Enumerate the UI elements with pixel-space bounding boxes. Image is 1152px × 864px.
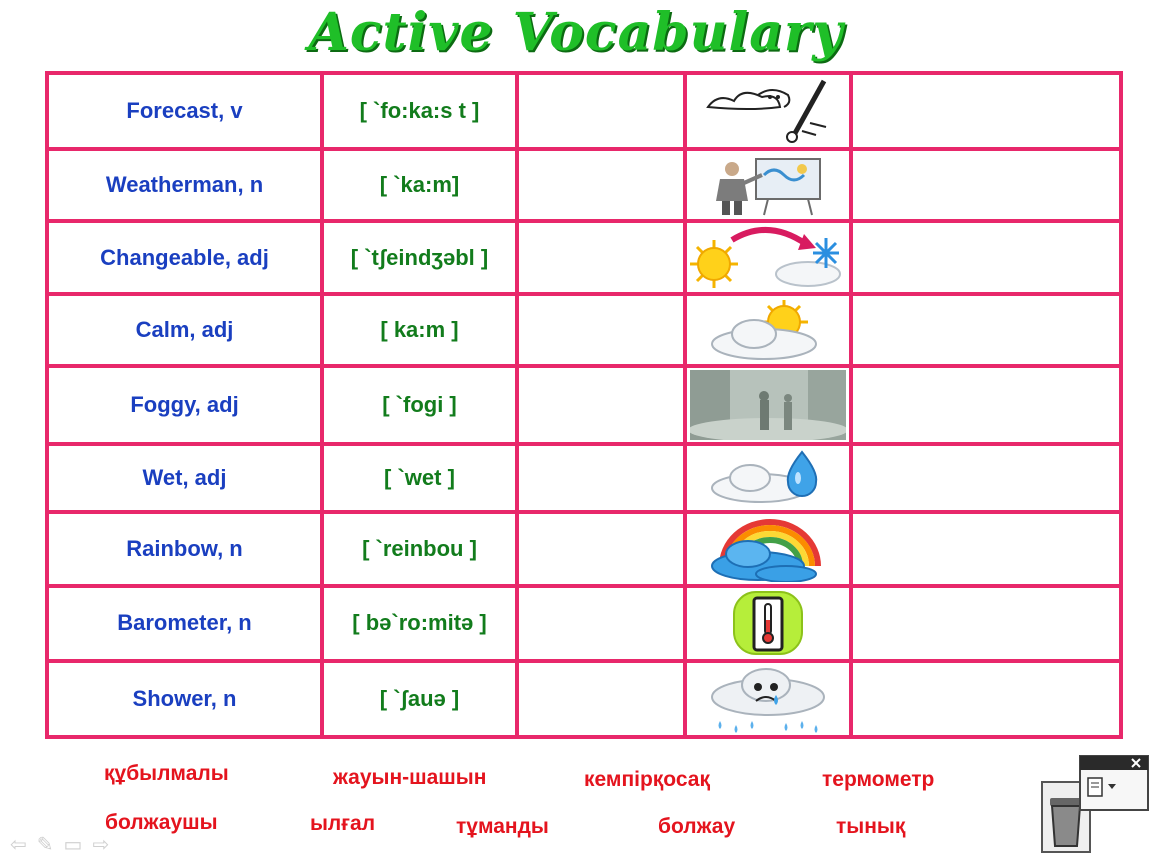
pronunciation-cell: [ `fo:ka:s t ] xyxy=(322,73,517,149)
picture-cell xyxy=(685,73,851,149)
crying-cloud-icon xyxy=(706,665,830,733)
extra-blank-cell[interactable] xyxy=(851,512,1121,586)
translation-blank-cell[interactable] xyxy=(517,149,685,221)
word-cell: Changeable, adj xyxy=(47,221,322,293)
translation-word[interactable]: құбылмалы xyxy=(104,762,229,785)
picture-cell xyxy=(685,221,851,293)
word-cell: Barometer, n xyxy=(47,586,322,660)
word-cell: Calm, adj xyxy=(47,294,322,366)
pronunciation-cell: [ `reinbou ] xyxy=(322,512,517,586)
rainbow-icon xyxy=(708,516,828,582)
fog-photo xyxy=(690,370,846,440)
translation-word[interactable]: болжау xyxy=(658,815,736,838)
extra-blank-cell[interactable] xyxy=(851,149,1121,221)
word-cell: Foggy, adj xyxy=(47,366,322,444)
thermometer-icon xyxy=(728,590,808,656)
table-row xyxy=(47,661,1121,737)
weatherman-icon xyxy=(708,153,828,217)
picture-cell xyxy=(685,661,851,737)
translation-word[interactable]: тұманды xyxy=(456,815,549,838)
table-row xyxy=(47,73,1121,149)
extra-blank-cell[interactable] xyxy=(851,73,1121,149)
translation-blank-cell[interactable] xyxy=(517,221,685,293)
translation-blank-cell[interactable] xyxy=(517,661,685,737)
table-row xyxy=(47,586,1121,660)
forecast-icon xyxy=(698,77,838,145)
word-cell: Shower, n xyxy=(47,661,322,737)
pronunciation-cell: [ `tʃeindʒəbl ] xyxy=(322,221,517,293)
pen-icon[interactable]: ✎ xyxy=(36,834,54,856)
vocabulary-table xyxy=(45,71,1123,739)
pronunciation-cell: [ bə`ro:mitə ] xyxy=(322,586,517,660)
table-row xyxy=(47,221,1121,293)
extra-blank-cell[interactable] xyxy=(851,366,1121,444)
table-row xyxy=(47,366,1121,444)
word-cell: Rainbow, n xyxy=(47,512,322,586)
menu-icon[interactable]: ▭ xyxy=(63,834,83,856)
trash-widget xyxy=(1040,754,1150,854)
back-arrow-icon[interactable]: ⇦ xyxy=(10,834,27,856)
pronunciation-cell: [ `ka:m] xyxy=(322,149,517,221)
translation-blank-cell[interactable] xyxy=(517,444,685,512)
word-cell: Wet, adj xyxy=(47,444,322,512)
table-row xyxy=(47,149,1121,221)
page-title: Active Vocabulary xyxy=(308,2,844,63)
translation-word[interactable]: термометр xyxy=(822,768,935,791)
translation-word[interactable]: жауын-шашын xyxy=(333,766,487,789)
extra-blank-cell[interactable] xyxy=(851,586,1121,660)
translation-blank-cell[interactable] xyxy=(517,73,685,149)
picture-cell xyxy=(685,586,851,660)
pronunciation-cell: [ `ʃauə ] xyxy=(322,661,517,737)
pronunciation-cell: [ `wet ] xyxy=(322,444,517,512)
forward-arrow-icon[interactable]: ⇨ xyxy=(92,834,110,856)
translation-word[interactable]: тынық xyxy=(836,815,906,838)
extra-blank-cell[interactable] xyxy=(851,294,1121,366)
table-row xyxy=(47,512,1121,586)
picture-cell xyxy=(685,512,851,586)
translation-blank-cell[interactable] xyxy=(517,512,685,586)
picture-cell xyxy=(685,444,851,512)
changeable-weather-icon xyxy=(688,226,848,290)
table-row xyxy=(47,444,1121,512)
picture-cell xyxy=(685,294,851,366)
table-row xyxy=(47,294,1121,366)
picture-cell xyxy=(685,366,851,444)
translation-word[interactable]: ылғал xyxy=(310,812,376,835)
slide-navigation xyxy=(10,832,109,857)
translation-blank-cell[interactable] xyxy=(517,586,685,660)
extra-blank-cell[interactable] xyxy=(851,444,1121,512)
word-cell: Weatherman, n xyxy=(47,149,322,221)
pronunciation-cell: [ ka:m ] xyxy=(322,294,517,366)
translation-word[interactable]: кемпірқосақ xyxy=(584,768,710,791)
extra-blank-cell[interactable] xyxy=(851,661,1121,737)
translation-word[interactable]: болжаушы xyxy=(105,811,218,834)
cloud-drop-icon xyxy=(708,448,828,508)
extra-blank-cell[interactable] xyxy=(851,221,1121,293)
word-cell: Forecast, v xyxy=(47,73,322,149)
translation-blank-cell[interactable] xyxy=(517,294,685,366)
pronunciation-cell: [ `fogi ] xyxy=(322,366,517,444)
picture-cell xyxy=(685,149,851,221)
sun-cloud-icon xyxy=(708,298,828,362)
translation-blank-cell[interactable] xyxy=(517,366,685,444)
trash-bin-icon[interactable] xyxy=(1050,798,1082,846)
